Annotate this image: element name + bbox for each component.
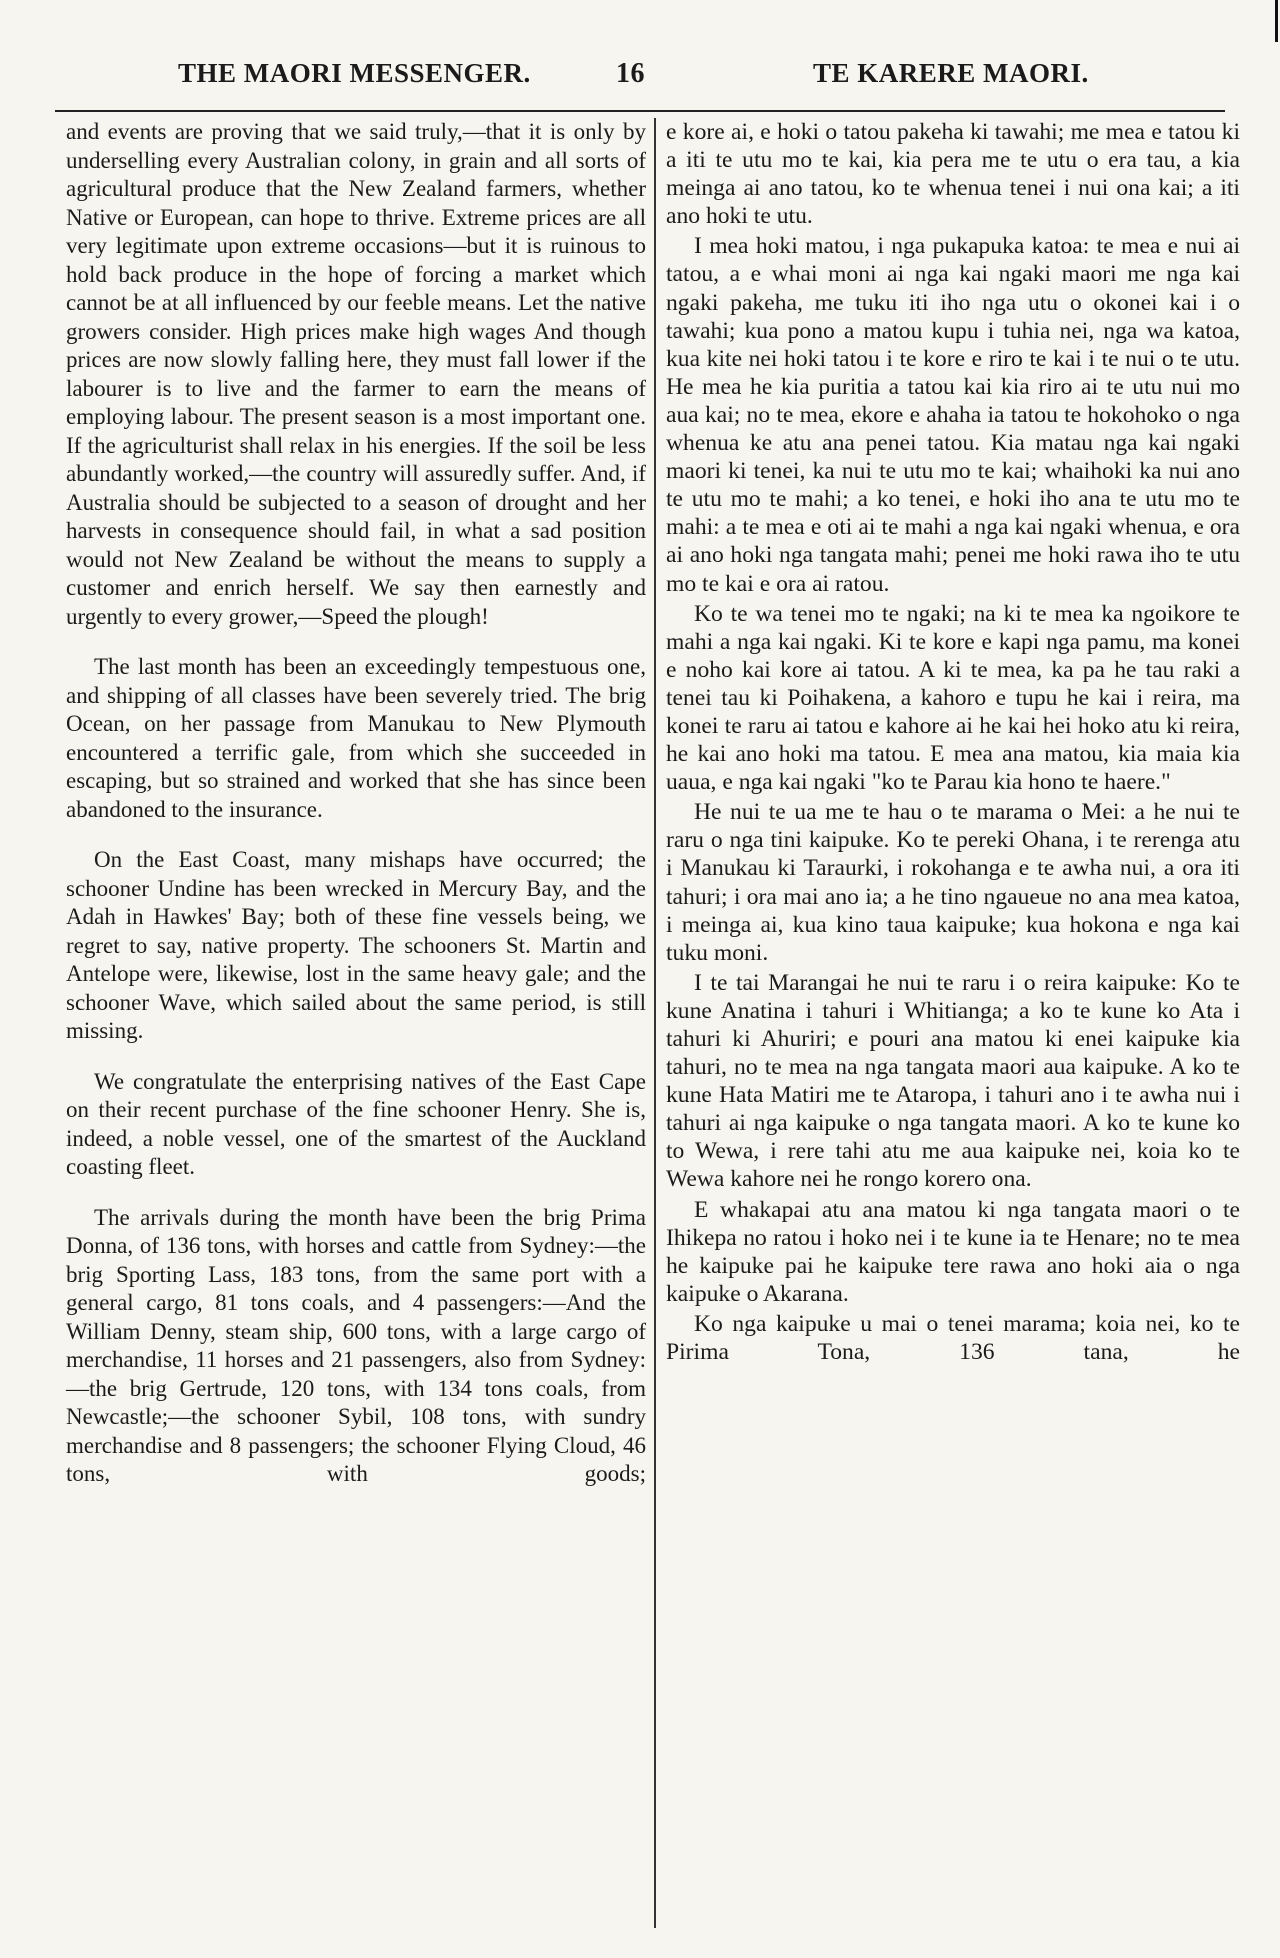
page-header (120, 58, 1120, 98)
english-paragraph-farming: and events are proving that we said truly,—that it is only by underselling every Australian colony, in grain and all sorts of agricultural produce that the New Zealand farmers, whether Native or European, can hope to thrive. Extreme prices are all very legitimate upon extreme occasions—but it is ruinous to hold back produce in the hope of forcing a market which cannot be at all influenced by our feeble means. Let the native growers consider. High prices make high wages And though prices are now slowly falling here, they must fall lower if the labourer is to live and the farmer to earn the means of employing labour. The present season is a most important one. If the agriculturist shall relax in his energies. If the soil be less abundantly worked,—the country will assuredly suffer. And, if Australia should be subjected to a season of drought and her harvests in consequence should fail, in what a sad position would not New Zealand be without the means to supply a customer and enrich herself. We say then earnestly and urgently to every grower,—Speed the plough! (66, 119, 646, 629)
maori-column (666, 118, 1240, 1366)
english-column (66, 118, 646, 1489)
english-paragraph-henry: We congratulate the enterprising natives of the East Cape on their recent purchase of the fine schooner Henry. She is, indeed, a noble vessel, one of the smartest of the Auckland coasting fleet. (66, 1068, 646, 1179)
maori-paragraph-continued: e kore ai, e hoki o tatou pakeha ki tawahi; me mea e tatou ki a iti te utu mo te kai, kia pera me te utu o era tau, a kia meinga ai ano tatou, ko te whenua tenei i nui ona kai; a iti ano hoki te utu. (666, 119, 1240, 230)
maori-paragraph-farming: I mea hoki matou, i nga pukapuka katoa: te mea e nui ai tatou, a e whai moni ai nga kai ngaki maori me nga kai ngaki pakeha, me tuku iti iho nga utu o okonei kai i o tawahi; kua pono a matou kupu i tuhia nei, nga wa katoa, kua kite nei hoki tatou i te kore e riro te kai i te nui o te utu. He mea he kia puritia a tatou kai kia riro ai te utu nui mo aua kai; no te mea, ekore e ahaha ia tatou te hokohoko o nga whenua ke atu ana penei tatou. Kia matau nga kai ngaki maori ki tenei, ka nui te utu mo te kai; whaihoki ka nui ano te utu mo te mahi; a ko tenei, e hoki iho ana te utu mo te mahi: a te mea e oti ai te mahi a nga kai ngaki whenua, e ora ai ano hoki nga tangata mahi; penei me hoki rawa iho te utu mo te kai e ora ai ratou. (666, 233, 1240, 597)
english-paragraph-east-coast: On the East Coast, many mishaps have occurred; the schooner Undine has been wrecked in Mercury Bay, and the Adah in Hawkes' Bay; both of these fine vessels being, we regret to say, native property. The schooners St. Martin and Antelope were, likewise, lost in the same heavy gale; and the schooner Wave, which sailed about the same period, is still missing. (66, 847, 646, 1043)
english-paragraph-weather: The last month has been an exceedingly tempestuous one, and shipping of all classes have been severely tried. The brig Ocean, on her passage from Manukau to New Plymouth encountered a terrific gale, from which she succeeded in escaping, but so strained and worked that she has since been abandoned to the insurance. (66, 654, 646, 822)
maori-paragraph-east-coast: I te tai Marangai he nui te raru i o reira kaipuke: Ko te kune Anatina i tahuri i Whitianga; a ko te kune ko Ata i tahuri ki Ahuriri; e pouri ana matou ki enei kaipuke kia tahuri, no te mea na nga tangata maori aua kaipuke. A ko te kune Hata Matiri me te Ataropa, i tahuri ano i te awha nui i tahuri ai nga kaipuke o nga tangata maori. A ko te kune ko to Wewa, i rere tahi atu me aua kaipuke nei, koia ko te Wewa kahore nei he rongo korero ona. (666, 969, 1240, 1193)
english-paragraph-arrivals: The arrivals during the month have been the brig Prima Donna, of 136 tons, with horses and cattle from Sydney:—the brig Sporting Lass, 183 tons, from the same port with a general cargo, 81 tons coals, and 4 passengers:—And the William Denny, steam ship, 600 tons, with a large cargo of merchandise, 11 horses and 21 passengers, also from Sydney:—the brig Gertrude, 120 tons, with 134 tons coals, from Newcastle;—the schooner Sybil, 108 tons, with sundry merchandise and 8 passengers; the schooner Flying Cloud, 46 tons, with goods; (66, 1204, 646, 1486)
page-number: 16 (616, 58, 645, 89)
maori-paragraph-henry: E whakapai atu ana matou ki nga tangata maori o te Ihikepa no ratou i hoko nei i te kune ia te Henare; no te mea he kaipuke pai he kaipuke tere rawa ano hoki aia o nga kaipuke o Akarana. (666, 1196, 1240, 1307)
maori-paragraph-plough: Ko te wa tenei mo te ngaki; na ki te mea ka ngoikore te mahi a nga kai ngaki. Ki te kore e kapi nga pamu, ma konei e noho kai kore ai tatou. A ki te mea, ka pa he tau raki a tenei tau ki Poihakena, a kahoro e tupu he kai i reira, ma konei te raru ai tatou e kahore ai he kai hei hoko atu ki reira, he kai ano hoki ma tatou. E mea ana matou, kia maia kia uaua, e nga kai ngaki "ko te Parau kia hono te haere." (666, 600, 1240, 796)
header-rule (55, 110, 1225, 112)
maori-paragraph-arrivals: Ko nga kaipuke u mai o tenei marama; koia nei, ko te Pirima Tona, 136 tana, he (666, 1310, 1240, 1366)
english-masthead: THE MAORI MESSENGER. (178, 58, 531, 88)
maori-masthead: TE KARERE MAORI. (813, 58, 1089, 88)
maori-paragraph-weather: He nui te ua me te hau o te marama o Mei: a he nui te raru o nga tini kaipuke. Ko te pereki Ohana, i te rerenga atu i Manukau ki Taraurki, i rokohanga e te awha nui, a ora iti tahuri; i ora mai ano ia; a he tino ngaueue no ana mea katoa, i meinga ai, kua kino taua kaipuke; kua hokona e nga kai tuku moni. (666, 799, 1240, 966)
column-divider (654, 118, 656, 1928)
page-edge-mark (1275, 0, 1278, 42)
